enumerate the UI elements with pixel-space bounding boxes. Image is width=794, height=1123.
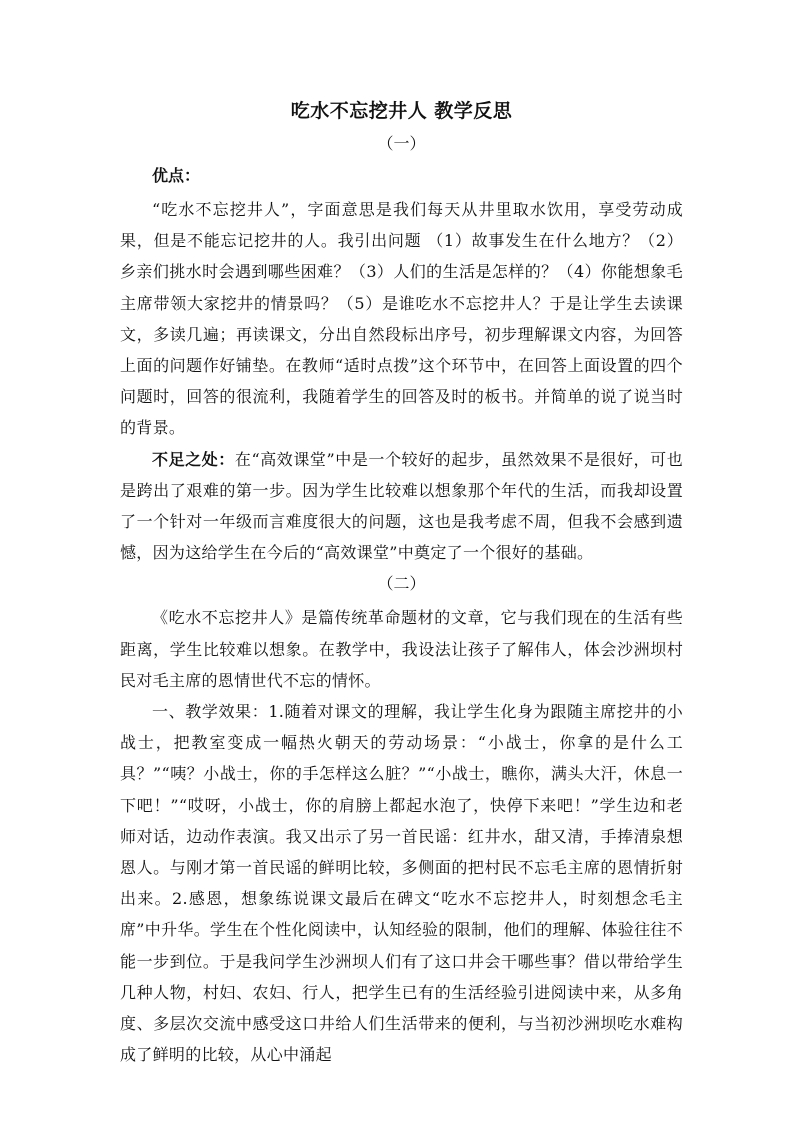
teaching-effect-text: 1.随着对课文的理解，我让学生化身为跟随主席挖井的小战士，把教室变成一幅热火朝天的劳动场景：“小战士，你拿的是什么工具？”“咦？小战士，你的手怎样这么脏？”“小战士，瞧你，满头大汗，休息一下吧！”“哎呀，小战士，你的肩膀上都起水泡了，快停下来吧！”学生边和老师对话，边动作表演。我又出示了另一首民谣：红井水，甜又清，手捧清泉想恩人。与刚才第一首民谣的鲜明比较，多侧面的把村民不忘毛主席的恩情折射出来。2.感恩，想象练说课文最后在碑文“吃水不忘挖井人，时刻想念毛主席”中升华。学生在个性化阅读中，认知经验的限制，他们的理解、体验往往不能一步到位。于是我问学生沙洲坝人们有了这口井会干哪些事？借以带给学生几种人物，村妇、农妇、行人，把学生已有的生活经验引进阅读中来，从多角度、多层次交流中感受这口井给人们生活带来的便利，与当初沙洲坝吃水难构成了鲜明的比较，从心中涌起 (120, 702, 683, 1065)
advantages-paragraph: “吃水不忘挖井人”，字面意思是我们每天从井里取水饮用，享受劳动成果，但是不能忘记挖井的人。我引出问题 （1）故事发生在什么地方？（2）乡亲们挑水时会遇到哪些困难？（3）人们的生活是怎样的？（4）你能想象毛主席带领大家挖井的情景吗？（5）是谁吃水不忘挖井人？于是让学生去读课文，多读几遍；再读课文，分出自然段标出序号，初步理解课文内容，为回答上面的问题作好铺垫。在教师“适时点拨”这个环节中，在回答上面设置的四个问题时，回答的很流利，我随着学生的回答及时的板书。并简单的说了说当时的背景。 (120, 200, 683, 438)
shortcoming-paragraph (120, 444, 683, 569)
document-body (120, 98, 683, 1070)
advantages-heading: 优点： (152, 166, 201, 185)
document-title: 吃水不忘挖井人 教学反思 (290, 100, 513, 122)
section-two-mark: （二） (377, 574, 426, 594)
teaching-effect-lead: 一、教学效果： (152, 702, 269, 722)
section-two-intro: 《吃水不忘挖井人》是篇传统革命题材的文章，它与我们现在的生活有些距离，学生比较难以想象。在教学中，我设法让孩子了解伟人，体会沙洲坝村民对毛主席的恩情世代不忘的情怀。 (120, 608, 683, 690)
section-one-mark: （一） (377, 134, 426, 153)
teaching-effect-paragraph (120, 696, 683, 1070)
shortcoming-lead: 不足之处： (152, 449, 235, 469)
shortcoming-text: 在“高效课堂”中是一个较好的起步，虽然效果不是很好，可也是跨出了艰难的第一步。因为学生比较难以想象那个年代的生活，而我却设置了一个针对一年级而言难度很大的问题，这也是我考虑不周，但我不会感到遗憾，因为这给学生在今后的“高效课堂”中奠定了一个很好的基础。 (120, 449, 683, 563)
